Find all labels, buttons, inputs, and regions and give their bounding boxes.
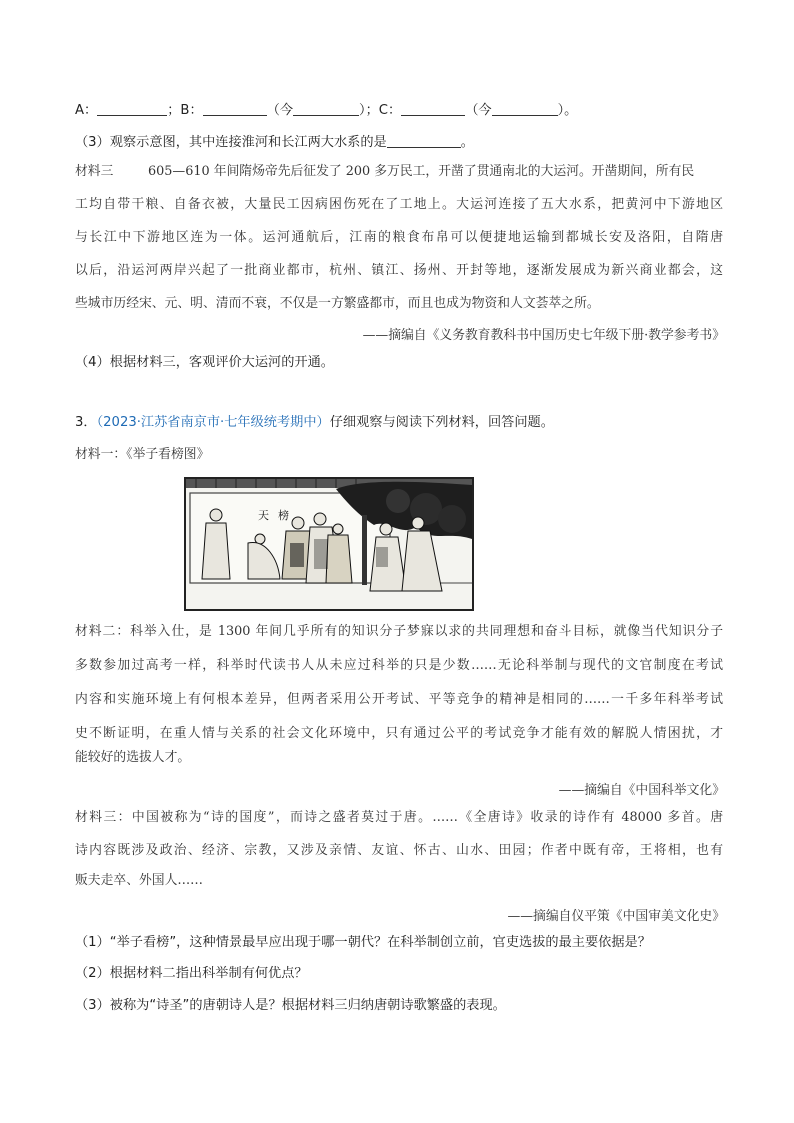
question-4: （4）根据材料三，客观评价大运河的开通。 [75, 355, 334, 370]
material3-line-4: 以后，沿运河两岸兴起了一批商业都市，杭州、镇江、扬州、开封等地，逐渐发展成为新兴商业都会，这 [75, 263, 723, 278]
sub-question-3: （3）被称为“诗圣”的唐朝诗人是？根据材料三归纳唐朝诗歌繁盛的表现。 [75, 998, 506, 1013]
material3-line-3: 与长江中下游地区连为一体。运河通航后，江南的粮食布帛可以便捷地运输到都城长安及洛阳，自隋唐 [75, 230, 723, 245]
sub-question-2: （2）根据材料二指出科举制有何优点？ [75, 966, 308, 981]
material3b-line-1: 材料三：中国被称为“诗的国度”，而诗之盛者莫过于唐。……《全唐诗》收录的诗作有 48000 多首。唐 [75, 810, 723, 825]
exam-results-illustration [184, 477, 474, 611]
material1-label: 材料一：《举子看榜图》 [75, 447, 210, 462]
banner-char-2: 榜 [278, 509, 289, 522]
blank-c-label: ）；C： [359, 103, 402, 118]
question-3-text: （3）观察示意图，其中连接淮河和长江两大水系的是 [75, 135, 387, 150]
blank-a-label: A： [75, 103, 98, 118]
blank-b-modern[interactable] [293, 103, 359, 116]
material3-source: ——摘编自《义务教育教科书中国历史七年级下册·教学参考书》 [362, 328, 725, 343]
blank-c-modern-label: （今 [465, 103, 492, 118]
material2-line-1: 材料二：科举入仕，是 1300 年间几乎所有的知识分子梦寐以求的共同理想和奋斗目标，就像当代知识分子 [75, 624, 723, 639]
blank-b-label: ；B： [167, 103, 203, 118]
material2-source: ——摘编自《中国科举文化》 [558, 783, 725, 798]
banner-char-1: 天 [258, 509, 269, 522]
answer-blanks-line [75, 103, 577, 117]
material3-line-5: 些城市历经宋、元、明、清而不衰，不仅是一方繁盛都市，而且也成为物资和人文荟萃之所。 [75, 296, 600, 311]
material2-line-2: 多数参加过高考一样，科举时代读书人从未应过科举的只是少数……无论科举制与现代的文官制度在考试 [75, 658, 723, 673]
illustration-svg [186, 479, 472, 609]
exam-source-tag[interactable]: （2023·江苏省南京市·七年级统考期中） [96, 415, 330, 430]
material3-label: 材料三 [75, 164, 114, 179]
blank-b[interactable] [203, 103, 267, 116]
sub-question-1: （1）“举子看榜”，这种情景最早应出现于哪一朝代？在科举制创立前，官吏选拔的最主要依据是？ [75, 935, 651, 950]
material2-line-3: 内容和实施环境上有何根本差异，但两者采用公开考试、平等竞争的精神是相同的……一千多年科举考试 [75, 692, 723, 707]
question-header [75, 416, 554, 429]
blank-q3[interactable] [387, 135, 461, 148]
blank-c[interactable] [401, 103, 465, 116]
blank-c-modern[interactable] [492, 103, 558, 116]
blank-line-end: ）。 [557, 103, 578, 118]
material3b-line-2: 诗内容既涉及政治、经济、宗教，又涉及亲情、友谊、怀古、山水、田园；作者中既有帝，王将相，也有 [75, 843, 723, 858]
material3b-source: ——摘编自仪平策《中国审美文化史》 [507, 909, 725, 924]
material2-line-5: 能较好的选拔人才。 [75, 750, 191, 765]
material3b-line-3: 贩夫走卒、外国人…… [75, 873, 203, 888]
question-prompt: 仔细观察与阅读下列材料，回答问题。 [329, 415, 554, 430]
material2-line-4: 史不断证明，在重人情与关系的社会文化环境中，只有通过公平的考试竞争才能有效的解脱人情困扰，才 [75, 726, 723, 741]
question-3 [75, 135, 474, 149]
material3-line-1: 605—610 年间隋炀帝先后征发了 200 多万民工，开凿了贯通南北的大运河。开凿期间，所有民 [148, 164, 695, 179]
question-3-end: 。 [460, 135, 474, 150]
blank-a[interactable] [97, 103, 167, 116]
question-number: 3． [75, 415, 97, 430]
blank-b-modern-label: （今 [266, 103, 294, 118]
material3-line-2: 工均自带干粮、自备衣被，大量民工因病困伤死在了工地上。大运河连接了五大水系，把黄河中下游地区 [75, 197, 723, 212]
